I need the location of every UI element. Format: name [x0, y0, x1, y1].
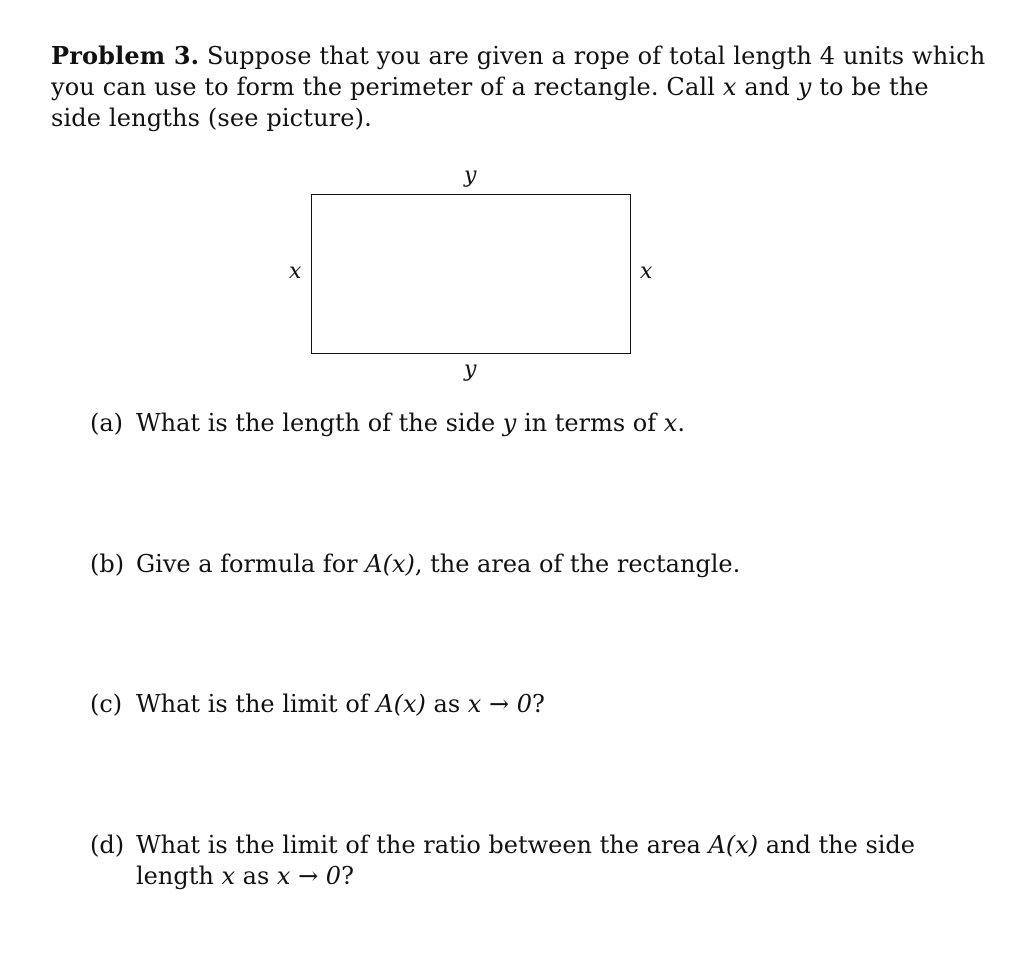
- question-d-line1-post: and the side: [765, 831, 915, 859]
- question-c-func: A(x): [376, 690, 426, 718]
- question-d-limit: x → 0: [276, 862, 342, 890]
- question-d-line1-pre: What is the limit of the ratio between the area: [136, 831, 701, 859]
- rectangle-shape: [311, 194, 631, 354]
- question-b: [90, 549, 892, 580]
- question-b-tag: (b): [90, 550, 125, 578]
- question-d-line-2: [136, 861, 892, 892]
- question-c-line: [136, 689, 892, 720]
- question-c-tag: (c): [90, 690, 123, 718]
- question-c-post: ?: [531, 690, 545, 718]
- question-b-func: A(x): [365, 550, 415, 578]
- label-bottom-y: y: [464, 357, 477, 382]
- question-a: [90, 408, 892, 439]
- problem-line-1-text: Suppose that you are given a rope of total length 4 units which: [206, 42, 986, 70]
- question-d-line2-pre: length: [136, 862, 214, 890]
- question-d-func: A(x): [708, 831, 759, 859]
- question-d-line2-mid: as: [242, 862, 270, 890]
- question-a-tag: (a): [90, 409, 124, 437]
- question-c: [90, 689, 892, 720]
- question-a-post: .: [677, 409, 685, 437]
- problem-line-1: [51, 40, 986, 72]
- label-left-x: x: [289, 259, 302, 284]
- question-c-body: [136, 689, 892, 720]
- question-a-var-x: x: [663, 409, 678, 437]
- question-a-pre: What is the length of the side: [136, 409, 496, 437]
- question-b-body: [136, 549, 892, 580]
- problem-statement: [51, 40, 986, 134]
- question-a-var-y: y: [502, 409, 517, 437]
- question-b-post: , the area of the rectangle.: [414, 550, 741, 578]
- label-right-x: x: [640, 259, 653, 284]
- problem-line-3: side lengths (see picture).: [51, 104, 372, 132]
- question-a-body: [136, 408, 892, 439]
- variable-x: x: [722, 73, 737, 101]
- problem-line-2-pre: you can use to form the perimeter of a rectangle. Call: [51, 73, 716, 101]
- problem-line-2-post: to be the: [819, 73, 929, 101]
- question-b-line: [136, 549, 892, 580]
- variable-y: y: [797, 73, 812, 101]
- question-c-limit: x → 0: [467, 690, 532, 718]
- question-d: [90, 830, 915, 892]
- question-d-line2-post: ?: [341, 862, 354, 890]
- question-a-mid: in terms of: [524, 409, 657, 437]
- question-a-line: [136, 408, 892, 439]
- rectangle-diagram: [250, 160, 690, 390]
- label-top-y: y: [464, 163, 477, 188]
- question-d-tag: (d): [90, 831, 125, 859]
- question-b-pre: Give a formula for: [136, 550, 358, 578]
- question-c-pre: What is the limit of: [136, 690, 369, 718]
- question-c-mid: as: [433, 690, 461, 718]
- problem-heading: Problem 3.: [51, 41, 200, 70]
- question-d-line-1: [136, 830, 915, 861]
- question-d-var-x: x: [221, 862, 235, 890]
- question-d-body: [136, 830, 915, 892]
- problem-line-2-mid: and: [744, 73, 790, 101]
- problem-line-2: [51, 72, 929, 103]
